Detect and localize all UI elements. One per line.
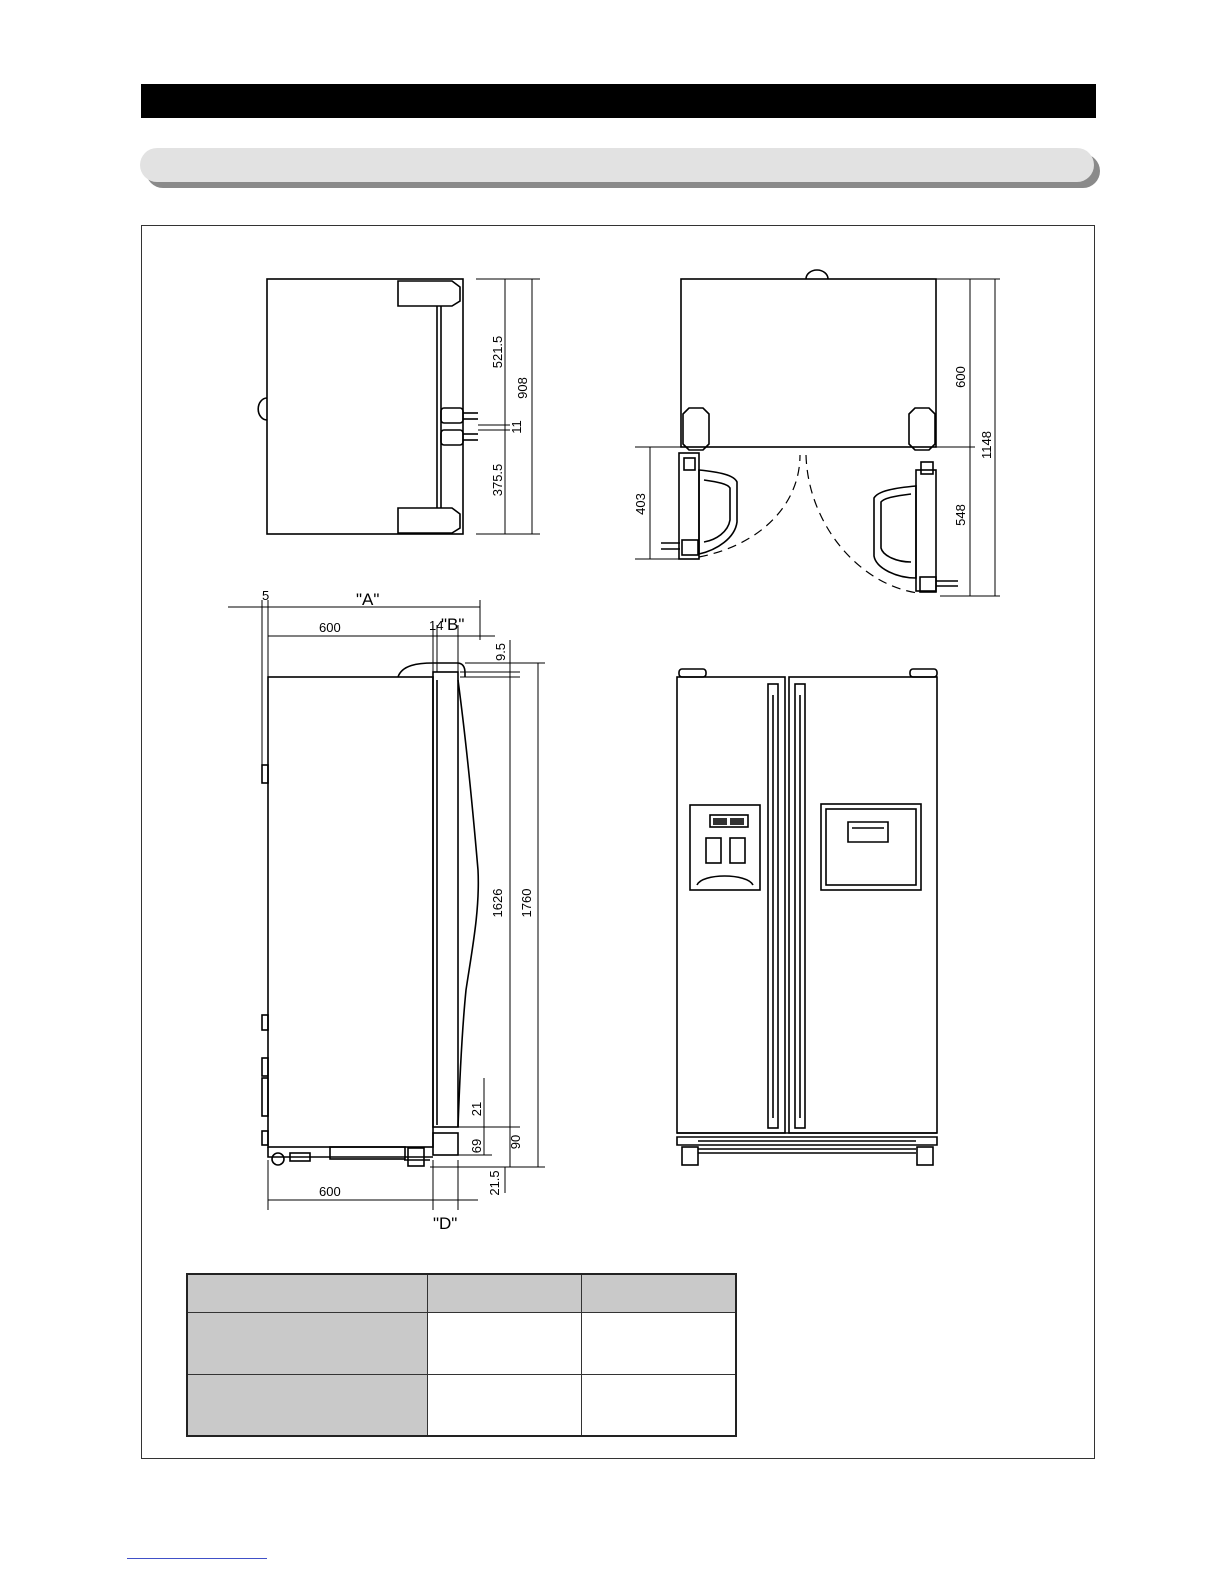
top-view-handle-lower: [441, 430, 463, 445]
label-b: "B": [441, 615, 465, 634]
dim-1148: 1148: [979, 431, 994, 459]
front-view-hinge-cap-right: [910, 669, 937, 677]
swing-arc-right: [806, 455, 918, 593]
dim-403: 403: [633, 493, 648, 515]
side-view-bottom-hinge: [433, 1133, 458, 1155]
dim-548: 548: [953, 504, 968, 526]
dim-600-side: 600: [319, 620, 341, 635]
front-view-bar-handle: [848, 822, 888, 842]
dim-375-5: 375.5: [490, 463, 505, 497]
spec-table: [186, 1273, 737, 1437]
plan-view-hinge-left: [683, 408, 709, 450]
footer-link-line: [127, 1558, 267, 1559]
plan-view-swing-arcs: [699, 455, 918, 593]
top-view-body: [267, 279, 463, 534]
spec-table-header-cell: [427, 1274, 581, 1312]
plan-view-door-right: [916, 470, 936, 591]
spec-table-cell: [581, 1312, 736, 1374]
front-view: [677, 669, 937, 1165]
top-view-hinge-bottom: [398, 508, 460, 533]
plan-view-body: [681, 279, 936, 447]
front-view-foot-left: [682, 1147, 698, 1165]
top-view: [258, 279, 478, 534]
plan-view-dimensions: [635, 279, 1000, 596]
label-d: "D": [433, 1214, 458, 1233]
front-view-dispenser-tray: [697, 876, 753, 885]
front-view-dispenser-paddle-left: [706, 838, 721, 863]
front-view-bar-door: [821, 804, 921, 890]
side-view-door-handle: [458, 680, 478, 1127]
spec-table-header-cell: [581, 1274, 736, 1312]
front-view-dispenser: [690, 805, 760, 890]
spec-table-row-header: [187, 1312, 427, 1374]
dim-1626: 1626: [490, 888, 505, 918]
dim-1760: 1760: [519, 888, 534, 918]
side-view-top-hinge: [398, 663, 465, 677]
spec-table-cell: [581, 1374, 736, 1436]
front-view-dispenser-paddle-right: [730, 838, 745, 863]
plan-view-hinge-right: [909, 408, 935, 450]
top-view-dimensions: [476, 279, 540, 534]
front-view-fridge-door: [789, 677, 937, 1133]
dim-11: 11: [509, 420, 524, 434]
dim-600-plan: 600: [953, 366, 968, 388]
top-view-side-knob: [258, 398, 267, 420]
label-a: "A": [356, 590, 380, 609]
top-view-handle-upper: [441, 408, 463, 423]
side-view: [262, 663, 478, 1166]
dim-14: 14: [429, 618, 444, 633]
front-view-foot-right: [917, 1147, 933, 1165]
side-view-rear-wheel: [272, 1153, 284, 1165]
plan-view-knob: [806, 270, 828, 279]
spec-table-header-row: [187, 1274, 736, 1312]
dim-908: 908: [515, 377, 530, 399]
spec-table-cell: [427, 1312, 581, 1374]
dim-600-base: 600: [319, 1184, 341, 1199]
side-view-body: [268, 677, 433, 1147]
dim-21: 21: [469, 1101, 484, 1117]
dim-69: 69: [469, 1138, 484, 1154]
dim-90: 90: [508, 1134, 523, 1150]
top-view-hinge-top: [398, 281, 460, 306]
dim-5: 5: [262, 588, 270, 603]
dim-9-5: 9.5: [493, 642, 508, 662]
front-view-hinge-cap-left: [679, 669, 706, 677]
front-view-fills: [713, 818, 744, 825]
plan-view: [661, 270, 958, 592]
dim-21-5: 21.5: [487, 1170, 502, 1196]
spec-table-cell: [427, 1374, 581, 1436]
dim-521-5: 521.5: [490, 335, 505, 369]
spec-table-row-header: [187, 1374, 427, 1436]
swing-arc-left: [699, 455, 800, 557]
spec-table-row: [187, 1312, 736, 1374]
spec-table-row: [187, 1374, 736, 1436]
spec-table-header-cell: [187, 1274, 427, 1312]
